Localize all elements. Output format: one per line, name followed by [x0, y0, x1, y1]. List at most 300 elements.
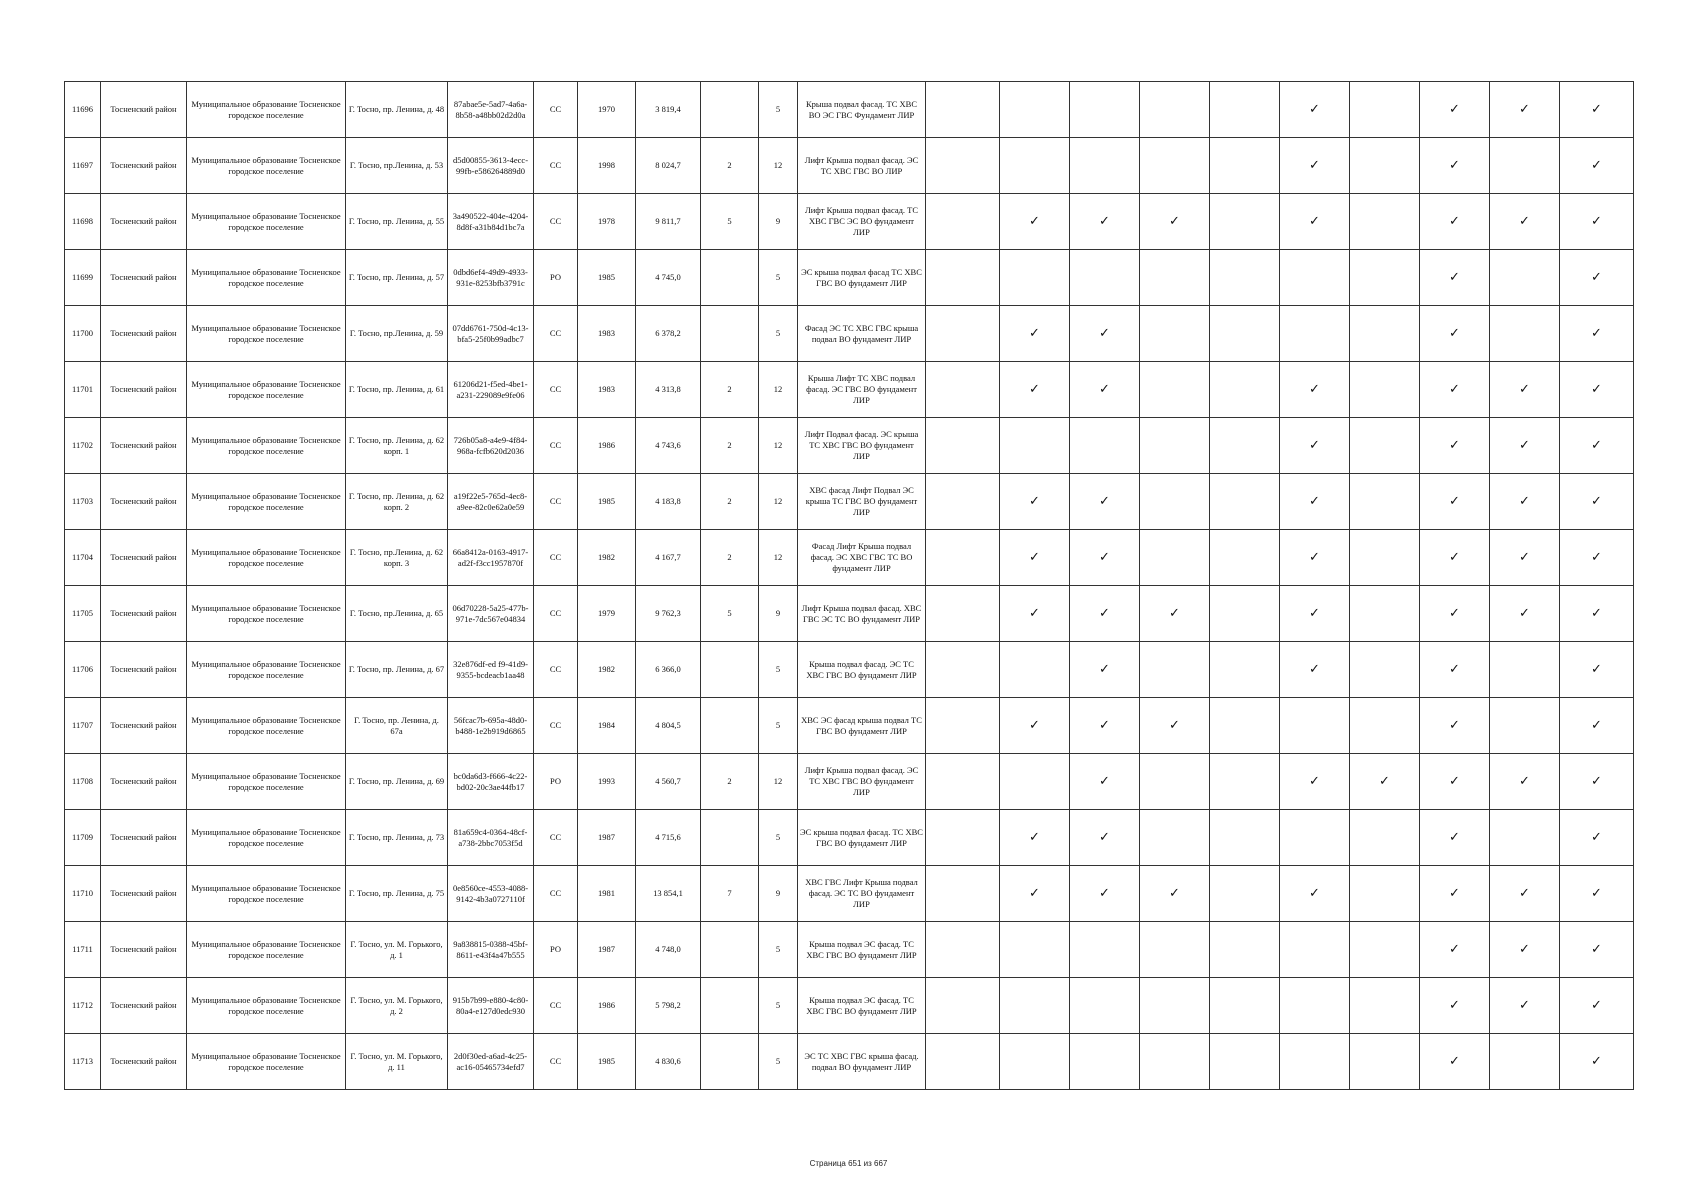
area-cell: 6 378,2: [636, 306, 701, 362]
work-check-cell: [1000, 810, 1070, 866]
address-cell: Г. Тосно, пр. Ленина, д. 62 корп. 2: [346, 474, 448, 530]
district-cell: Тосненский район: [101, 810, 187, 866]
work-check-cell: [1280, 810, 1350, 866]
checkmark-icon: ✓: [1029, 718, 1040, 733]
guid-cell: 06d70228-5a25-477b-971e-7dc567e04834: [448, 586, 534, 642]
value-cell: [701, 642, 759, 698]
ownership-type-cell: СС: [534, 810, 578, 866]
empty-cell: [926, 754, 1000, 810]
empty-cell: [926, 82, 1000, 138]
table-row: [65, 250, 1634, 306]
ownership-type-cell: СС: [534, 642, 578, 698]
work-check-cell: [1280, 1034, 1350, 1090]
build-year-cell: 1985: [578, 1034, 636, 1090]
empty-cell: [926, 586, 1000, 642]
work-check-cell: [1140, 642, 1210, 698]
object-id-cell: 11712: [65, 978, 101, 1034]
work-check-cell: [1000, 698, 1070, 754]
address-cell: Г. Тосно, пр. Ленина, д. 73: [346, 810, 448, 866]
work-check-cell: [1280, 194, 1350, 250]
floors-cell: 12: [759, 418, 798, 474]
work-check-cell: [1070, 754, 1140, 810]
work-check-cell: [1070, 698, 1140, 754]
checkmark-icon: ✓: [1099, 718, 1110, 733]
work-check-cell: [1560, 586, 1634, 642]
work-check-cell: [1490, 754, 1560, 810]
checkmark-icon: ✓: [1519, 998, 1530, 1013]
work-check-cell: [1210, 250, 1280, 306]
checkmark-icon: ✓: [1519, 214, 1530, 229]
empty-cell: [926, 810, 1000, 866]
district-cell: Тосненский район: [101, 530, 187, 586]
value-cell: 5: [701, 194, 759, 250]
object-id-cell: 11702: [65, 418, 101, 474]
checkmark-icon: ✓: [1449, 942, 1460, 957]
work-check-cell: [1350, 810, 1420, 866]
area-cell: 8 024,7: [636, 138, 701, 194]
work-check-cell: [1490, 978, 1560, 1034]
work-check-cell: [1490, 138, 1560, 194]
works-list-cell: Фасад Лифт Крыша подвал фасад. ЭС ХВС ГВС ТС ВО фундамент ЛИР: [798, 530, 926, 586]
checkmark-icon: ✓: [1309, 494, 1320, 509]
work-check-cell: [1000, 1034, 1070, 1090]
checkmark-icon: ✓: [1309, 886, 1320, 901]
ownership-type-cell: СС: [534, 866, 578, 922]
guid-cell: 0e8560ce-4553-4088-9142-4b3a0727110f: [448, 866, 534, 922]
work-check-cell: [1560, 866, 1634, 922]
checkmark-icon: ✓: [1099, 494, 1110, 509]
build-year-cell: 1985: [578, 250, 636, 306]
district-cell: Тосненский район: [101, 586, 187, 642]
area-cell: 6 366,0: [636, 642, 701, 698]
guid-cell: 726b05a8-a4e9-4f84-968a-fcfb620d2036: [448, 418, 534, 474]
works-list-cell: Лифт Крыша подвал фасад. ТС ХВС ГВС ЭС ВО фундамент ЛИР: [798, 194, 926, 250]
checkmark-icon: ✓: [1519, 774, 1530, 789]
work-check-cell: [1350, 586, 1420, 642]
municipality-cell: Муниципальное образование Тосненское городское поселение: [187, 250, 346, 306]
value-cell: 2: [701, 754, 759, 810]
table-row: [65, 586, 1634, 642]
work-check-cell: [1070, 1034, 1140, 1090]
checkmark-icon: ✓: [1449, 102, 1460, 117]
value-cell: 2: [701, 138, 759, 194]
checkmark-icon: ✓: [1591, 270, 1602, 285]
area-cell: 4 743,6: [636, 418, 701, 474]
empty-cell: [926, 530, 1000, 586]
work-check-cell: [1000, 754, 1070, 810]
checkmark-icon: ✓: [1591, 1054, 1602, 1069]
checkmark-icon: ✓: [1449, 494, 1460, 509]
work-check-cell: [1210, 1034, 1280, 1090]
checkmark-icon: ✓: [1029, 214, 1040, 229]
checkmark-icon: ✓: [1099, 774, 1110, 789]
checkmark-icon: ✓: [1169, 886, 1180, 901]
municipality-cell: Муниципальное образование Тосненское городское поселение: [187, 530, 346, 586]
work-check-cell: [1490, 1034, 1560, 1090]
object-id-cell: 11710: [65, 866, 101, 922]
work-check-cell: [1350, 922, 1420, 978]
table-row: [65, 194, 1634, 250]
checkmark-icon: ✓: [1449, 774, 1460, 789]
district-cell: Тосненский район: [101, 866, 187, 922]
checkmark-icon: ✓: [1519, 102, 1530, 117]
value-cell: 2: [701, 418, 759, 474]
work-check-cell: [1350, 978, 1420, 1034]
work-check-cell: [1070, 866, 1140, 922]
work-check-cell: [1210, 698, 1280, 754]
value-cell: 5: [701, 586, 759, 642]
checkmark-icon: ✓: [1309, 662, 1320, 677]
district-cell: Тосненский район: [101, 978, 187, 1034]
work-check-cell: [1140, 306, 1210, 362]
checkmark-icon: ✓: [1099, 662, 1110, 677]
object-id-cell: 11700: [65, 306, 101, 362]
ownership-type-cell: СС: [534, 194, 578, 250]
floors-cell: 9: [759, 866, 798, 922]
work-check-cell: [1420, 978, 1490, 1034]
checkmark-icon: ✓: [1591, 606, 1602, 621]
empty-cell: [926, 306, 1000, 362]
municipality-cell: Муниципальное образование Тосненское городское поселение: [187, 922, 346, 978]
checkmark-icon: ✓: [1519, 494, 1530, 509]
work-check-cell: [1280, 418, 1350, 474]
ownership-type-cell: СС: [534, 530, 578, 586]
object-id-cell: 11696: [65, 82, 101, 138]
district-cell: Тосненский район: [101, 194, 187, 250]
work-check-cell: [1210, 866, 1280, 922]
build-year-cell: 1984: [578, 698, 636, 754]
work-check-cell: [1490, 82, 1560, 138]
municipality-cell: Муниципальное образование Тосненское городское поселение: [187, 1034, 346, 1090]
work-check-cell: [1490, 866, 1560, 922]
works-list-cell: Лифт Подвал фасад. ЭС крыша ТС ХВС ГВС ВО фундамент ЛИР: [798, 418, 926, 474]
area-cell: 4 830,6: [636, 1034, 701, 1090]
work-check-cell: [1420, 474, 1490, 530]
work-check-cell: [1420, 82, 1490, 138]
work-check-cell: [1420, 250, 1490, 306]
work-check-cell: [1420, 362, 1490, 418]
work-check-cell: [1560, 978, 1634, 1034]
area-cell: 4 560,7: [636, 754, 701, 810]
floors-cell: 9: [759, 194, 798, 250]
work-check-cell: [1000, 250, 1070, 306]
checkmark-icon: ✓: [1379, 774, 1390, 789]
municipality-cell: Муниципальное образование Тосненское городское поселение: [187, 642, 346, 698]
work-check-cell: [1560, 194, 1634, 250]
work-check-cell: [1350, 530, 1420, 586]
work-check-cell: [1280, 698, 1350, 754]
work-check-cell: [1280, 922, 1350, 978]
ownership-type-cell: СС: [534, 1034, 578, 1090]
work-check-cell: [1210, 586, 1280, 642]
table-row: [65, 754, 1634, 810]
checkmark-icon: ✓: [1099, 326, 1110, 341]
checkmark-icon: ✓: [1591, 886, 1602, 901]
district-cell: Тосненский район: [101, 138, 187, 194]
work-check-cell: [1420, 418, 1490, 474]
work-check-cell: [1140, 922, 1210, 978]
ownership-type-cell: РО: [534, 922, 578, 978]
district-cell: Тосненский район: [101, 922, 187, 978]
checkmark-icon: ✓: [1449, 830, 1460, 845]
checkmark-icon: ✓: [1099, 830, 1110, 845]
work-check-cell: [1280, 306, 1350, 362]
work-check-cell: [1560, 1034, 1634, 1090]
checkmark-icon: ✓: [1519, 438, 1530, 453]
checkmark-icon: ✓: [1449, 158, 1460, 173]
checkmark-icon: ✓: [1591, 102, 1602, 117]
area-cell: 4 183,8: [636, 474, 701, 530]
work-check-cell: [1490, 250, 1560, 306]
work-check-cell: [1420, 642, 1490, 698]
work-check-cell: [1350, 138, 1420, 194]
works-list-cell: Крыша Лифт ТС ХВС подвал фасад. ЭС ГВС ВО фундамент ЛИР: [798, 362, 926, 418]
value-cell: [701, 922, 759, 978]
checkmark-icon: ✓: [1309, 214, 1320, 229]
area-cell: 4 745,0: [636, 250, 701, 306]
checkmark-icon: ✓: [1449, 886, 1460, 901]
checkmark-icon: ✓: [1519, 382, 1530, 397]
work-check-cell: [1140, 418, 1210, 474]
checkmark-icon: ✓: [1309, 550, 1320, 565]
area-cell: 13 854,1: [636, 866, 701, 922]
guid-cell: 81a659c4-0364-48cf-a738-2bbc7053f5d: [448, 810, 534, 866]
checkmark-icon: ✓: [1519, 550, 1530, 565]
table-row: [65, 1034, 1634, 1090]
work-check-cell: [1420, 530, 1490, 586]
work-check-cell: [1140, 194, 1210, 250]
ownership-type-cell: СС: [534, 362, 578, 418]
floors-cell: 12: [759, 362, 798, 418]
area-cell: 4 804,5: [636, 698, 701, 754]
work-check-cell: [1280, 250, 1350, 306]
checkmark-icon: ✓: [1029, 550, 1040, 565]
value-cell: [701, 810, 759, 866]
work-check-cell: [1560, 138, 1634, 194]
work-check-cell: [1000, 138, 1070, 194]
object-id-cell: 11698: [65, 194, 101, 250]
guid-cell: 56fcac7b-695a-48d0-b488-1e2b919d6865: [448, 698, 534, 754]
value-cell: [701, 82, 759, 138]
floors-cell: 5: [759, 922, 798, 978]
empty-cell: [926, 194, 1000, 250]
work-check-cell: [1560, 530, 1634, 586]
checkmark-icon: ✓: [1099, 550, 1110, 565]
build-year-cell: 1978: [578, 194, 636, 250]
floors-cell: 5: [759, 1034, 798, 1090]
object-id-cell: 11704: [65, 530, 101, 586]
work-check-cell: [1070, 530, 1140, 586]
work-check-cell: [1000, 82, 1070, 138]
checkmark-icon: ✓: [1591, 438, 1602, 453]
work-check-cell: [1000, 586, 1070, 642]
work-check-cell: [1000, 922, 1070, 978]
work-check-cell: [1070, 138, 1140, 194]
ownership-type-cell: СС: [534, 138, 578, 194]
work-check-cell: [1350, 642, 1420, 698]
empty-cell: [926, 866, 1000, 922]
checkmark-icon: ✓: [1099, 214, 1110, 229]
floors-cell: 9: [759, 586, 798, 642]
work-check-cell: [1560, 642, 1634, 698]
checkmark-icon: ✓: [1449, 606, 1460, 621]
address-cell: Г. Тосно, пр. Ленина, д. 55: [346, 194, 448, 250]
work-check-cell: [1000, 474, 1070, 530]
guid-cell: 3a490522-404e-4204-8d8f-a31b84d1bc7a: [448, 194, 534, 250]
checkmark-icon: ✓: [1449, 550, 1460, 565]
work-check-cell: [1280, 138, 1350, 194]
address-cell: Г. Тосно, ул. М. Горького, д. 2: [346, 978, 448, 1034]
work-check-cell: [1140, 978, 1210, 1034]
checkmark-icon: ✓: [1591, 774, 1602, 789]
object-id-cell: 11699: [65, 250, 101, 306]
checkmark-icon: ✓: [1591, 382, 1602, 397]
work-check-cell: [1560, 418, 1634, 474]
checkmark-icon: ✓: [1449, 326, 1460, 341]
municipality-cell: Муниципальное образование Тосненское городское поселение: [187, 306, 346, 362]
floors-cell: 12: [759, 474, 798, 530]
table-row: [65, 922, 1634, 978]
checkmark-icon: ✓: [1449, 1054, 1460, 1069]
works-list-cell: Лифт Крыша подвал фасад. ХВС ГВС ЭС ТС ВО фундамент ЛИР: [798, 586, 926, 642]
district-cell: Тосненский район: [101, 306, 187, 362]
table-row: [65, 866, 1634, 922]
work-check-cell: [1280, 642, 1350, 698]
table-row: [65, 418, 1634, 474]
checkmark-icon: ✓: [1029, 494, 1040, 509]
value-cell: [701, 978, 759, 1034]
ownership-type-cell: СС: [534, 586, 578, 642]
works-list-cell: ЭС крыша подвал фасад ТС ХВС ГВС ВО фундамент ЛИР: [798, 250, 926, 306]
work-check-cell: [1140, 474, 1210, 530]
district-cell: Тосненский район: [101, 1034, 187, 1090]
district-cell: Тосненский район: [101, 698, 187, 754]
checkmark-icon: ✓: [1519, 886, 1530, 901]
work-check-cell: [1560, 362, 1634, 418]
area-cell: 3 819,4: [636, 82, 701, 138]
object-id-cell: 11709: [65, 810, 101, 866]
work-check-cell: [1560, 922, 1634, 978]
work-check-cell: [1210, 194, 1280, 250]
table-row: [65, 642, 1634, 698]
build-year-cell: 1983: [578, 306, 636, 362]
value-cell: 7: [701, 866, 759, 922]
work-check-cell: [1210, 418, 1280, 474]
checkmark-icon: ✓: [1519, 606, 1530, 621]
area-cell: 4 748,0: [636, 922, 701, 978]
work-check-cell: [1420, 810, 1490, 866]
floors-cell: 5: [759, 810, 798, 866]
work-check-cell: [1000, 642, 1070, 698]
work-check-cell: [1140, 586, 1210, 642]
checkmark-icon: ✓: [1169, 214, 1180, 229]
empty-cell: [926, 474, 1000, 530]
table-row: [65, 82, 1634, 138]
checkmark-icon: ✓: [1309, 382, 1320, 397]
address-cell: Г. Тосно, пр. Ленина, д. 61: [346, 362, 448, 418]
work-check-cell: [1490, 642, 1560, 698]
area-cell: 4 715,6: [636, 810, 701, 866]
work-check-cell: [1490, 306, 1560, 362]
build-year-cell: 1993: [578, 754, 636, 810]
works-list-cell: ЭС крыша подвал фасад. ТС ХВС ГВС ВО фундамент ЛИР: [798, 810, 926, 866]
floors-cell: 5: [759, 642, 798, 698]
object-id-cell: 11708: [65, 754, 101, 810]
checkmark-icon: ✓: [1519, 942, 1530, 957]
empty-cell: [926, 1034, 1000, 1090]
work-check-cell: [1210, 642, 1280, 698]
works-list-cell: Крыша подвал ЭС фасад. ТС ХВС ГВС ВО фундамент ЛИР: [798, 978, 926, 1034]
guid-cell: 66a8412a-0163-4917-ad2f-f3cc1957870f: [448, 530, 534, 586]
work-check-cell: [1490, 194, 1560, 250]
guid-cell: bc0da6d3-f666-4c22-bd02-20c3ae44fb17: [448, 754, 534, 810]
work-check-cell: [1420, 754, 1490, 810]
works-list-cell: ХВС ЭС фасад крыша подвал ТС ГВС ВО фундамент ЛИР: [798, 698, 926, 754]
work-check-cell: [1210, 978, 1280, 1034]
table-row: [65, 138, 1634, 194]
work-check-cell: [1560, 82, 1634, 138]
empty-cell: [926, 138, 1000, 194]
works-list-cell: Лифт Крыша подвал фасад. ЭС ТС ХВС ГВС ВО ЛИР: [798, 138, 926, 194]
checkmark-icon: ✓: [1029, 830, 1040, 845]
address-cell: Г. Тосно, пр. Ленина, д. 69: [346, 754, 448, 810]
floors-cell: 5: [759, 698, 798, 754]
guid-cell: d5d00855-3613-4ecc-99fb-e586264889d0: [448, 138, 534, 194]
checkmark-icon: ✓: [1449, 718, 1460, 733]
checkmark-icon: ✓: [1449, 382, 1460, 397]
guid-cell: 2d0f30ed-a6ad-4c25-ac16-05465734efd7: [448, 1034, 534, 1090]
value-cell: 2: [701, 362, 759, 418]
object-id-cell: 11703: [65, 474, 101, 530]
guid-cell: 87abae5e-5ad7-4a6a-8b58-a48bb02d2d0a: [448, 82, 534, 138]
work-check-cell: [1000, 978, 1070, 1034]
works-list-cell: ХВС ГВС Лифт Крыша подвал фасад. ЭС ТС ВО фундамент ЛИР: [798, 866, 926, 922]
build-year-cell: 1983: [578, 362, 636, 418]
ownership-type-cell: СС: [534, 698, 578, 754]
value-cell: [701, 250, 759, 306]
work-check-cell: [1000, 530, 1070, 586]
work-check-cell: [1280, 866, 1350, 922]
work-check-cell: [1490, 362, 1560, 418]
checkmark-icon: ✓: [1029, 886, 1040, 901]
work-check-cell: [1350, 306, 1420, 362]
address-cell: Г. Тосно, пр.Ленина, д. 53: [346, 138, 448, 194]
checkmark-icon: ✓: [1591, 494, 1602, 509]
work-check-cell: [1070, 194, 1140, 250]
checkmark-icon: ✓: [1029, 382, 1040, 397]
checkmark-icon: ✓: [1449, 438, 1460, 453]
build-year-cell: 1985: [578, 474, 636, 530]
district-cell: Тосненский район: [101, 250, 187, 306]
table-row: [65, 474, 1634, 530]
work-check-cell: [1490, 418, 1560, 474]
floors-cell: 12: [759, 530, 798, 586]
municipality-cell: Муниципальное образование Тосненское городское поселение: [187, 474, 346, 530]
checkmark-icon: ✓: [1591, 326, 1602, 341]
work-check-cell: [1210, 922, 1280, 978]
work-check-cell: [1000, 866, 1070, 922]
municipality-cell: Муниципальное образование Тосненское городское поселение: [187, 810, 346, 866]
register-body: [65, 82, 1634, 1090]
checkmark-icon: ✓: [1099, 886, 1110, 901]
work-check-cell: [1490, 530, 1560, 586]
build-year-cell: 1987: [578, 922, 636, 978]
work-check-cell: [1070, 642, 1140, 698]
value-cell: 2: [701, 474, 759, 530]
work-check-cell: [1490, 586, 1560, 642]
table-row: [65, 698, 1634, 754]
object-id-cell: 11705: [65, 586, 101, 642]
